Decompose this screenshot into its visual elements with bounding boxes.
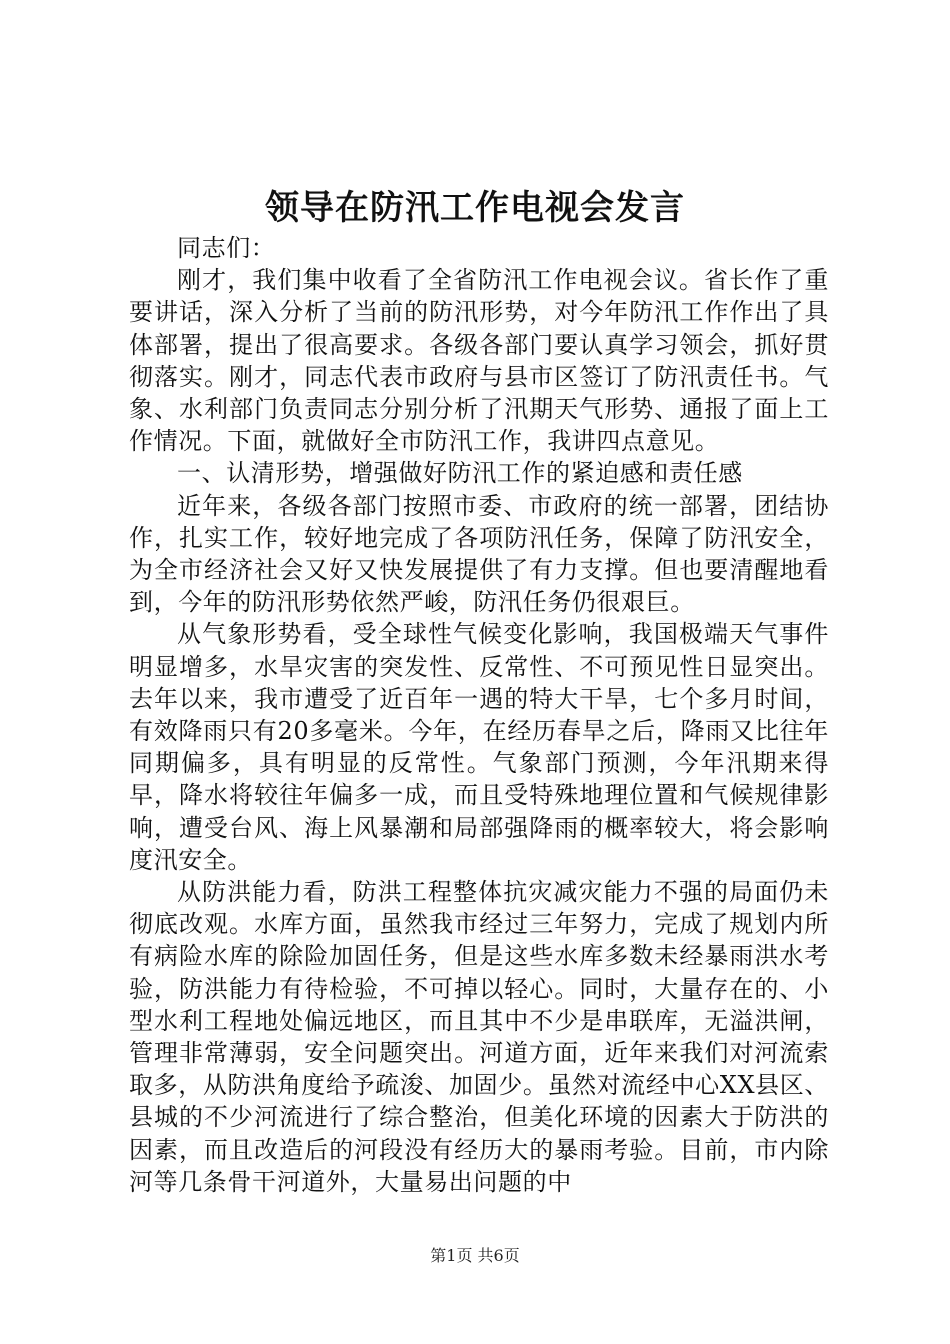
- document-title: 领导在防汛工作电视会发言: [265, 188, 685, 228]
- section-heading: 一、认清形势，增强做好防汛工作的紧迫感和责任感: [177, 459, 743, 488]
- salutation: 同志们：: [177, 234, 276, 262]
- body-paragraph: 从防洪能力看，防洪工程整体抗灾减灾能力不强的局面仍未彻底改观。水库方面，虽然我市经过三年努力，完成了规划内所有病险水库的除险加固任务，但是这些水库多数未经暴雨洪水考验，防洪能力有待检验，不可掉以轻心。同时，大量存在的、小型水利工程地处偏远地区，而且其中不少是串联库，无溢洪闸，管理非常薄弱，安全问题突出。河道方面，近年来我们对河流索取多，从防洪角度给予疏浚、加固少。虽然对流经中心XX县区、县城的不少河流进行了综合整治，但美化环境的因素大于防洪的因素，而且改造后的河段没有经历大的暴雨考验。目前，市内除河等几条骨干河道外，大量易出问题的中: [129, 878, 829, 1196]
- intro-paragraph: 刚才，我们集中收看了全省防汛工作电视会议。省长作了重要讲话，深入分析了当前的防汛形势，对今年防汛工作作出了具体部署，提出了很高要求。各级各部门要认真学习领会，抓好贯彻落实。刚才，同志代表市政府与县市区签订了防汛责任书。气象、水利部门负责同志分别分析了汛期天气形势、通报了面上工作情况。下面，就做好全市防汛工作，我讲四点意见。: [129, 266, 829, 456]
- body-paragraph: 从气象形势看，受全球性气候变化影响，我国极端天气事件明显增多，水旱灾害的突发性、反常性、不可预见性日显突出。去年以来，我市遭受了近百年一遇的特大干旱，七个多月时间，有效降雨只有20多毫米。今年，在经历春旱之后，降雨又比往年同期偏多，具有明显的反常性。气象部门预测，今年汛期来得早，降水将较往年偏多一成，而且受特殊地理位置和气候规律影响，遭受台风、海上风暴潮和局部强降雨的概率较大，将会影响度汛安全。: [129, 620, 829, 874]
- body-paragraph: 近年来，各级各部门按照市委、市政府的统一部署，团结协作，扎实工作，较好地完成了各项防汛任务，保障了防汛安全，为全市经济社会又好又快发展提供了有力支撑。但也要清醒地看到，今年的防汛形势依然严峻，防汛任务仍很艰巨。: [129, 491, 829, 617]
- page-number-footer: 第1页 共6页: [430, 1246, 520, 1265]
- document-body: [129, 232, 829, 1198]
